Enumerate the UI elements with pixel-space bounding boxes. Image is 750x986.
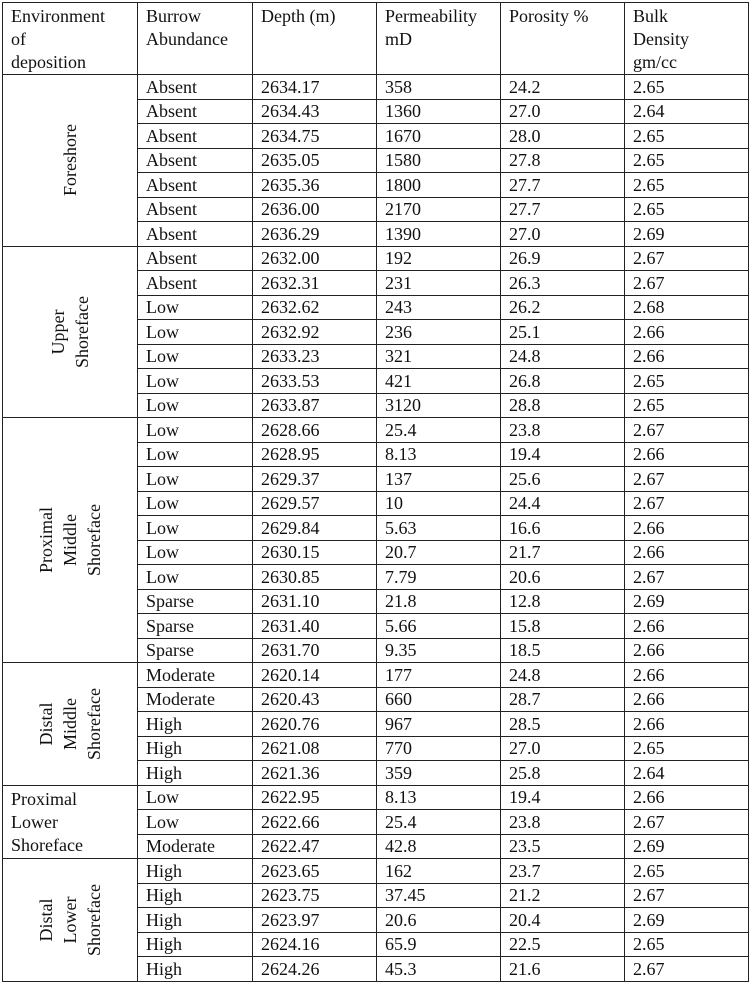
bulk-density-cell: 2.69 <box>625 222 749 247</box>
bulk-density-cell: 2.67 <box>625 810 749 835</box>
environment-label-line: Distal <box>36 702 56 746</box>
porosity-cell: 23.8 <box>501 418 625 443</box>
bulk-density-cell: 2.66 <box>625 344 749 369</box>
depth-cell: 2628.95 <box>253 442 377 467</box>
permeability-cell: 243 <box>377 295 501 320</box>
header-burrow-line: Abundance <box>146 29 228 49</box>
permeability-cell: 8.13 <box>377 785 501 810</box>
depth-cell: 2620.76 <box>253 712 377 737</box>
bulk-density-cell: 2.66 <box>625 320 749 345</box>
burrow-abundance-cell: High <box>138 908 253 933</box>
burrow-abundance-cell: Low <box>138 467 253 492</box>
permeability-cell: 359 <box>377 761 501 786</box>
header-depth-label: Depth (m) <box>261 6 336 26</box>
porosity-cell: 28.7 <box>501 687 625 712</box>
burrow-abundance-cell: Absent <box>138 197 253 222</box>
table-container <box>2 2 749 982</box>
depth-cell: 2631.70 <box>253 638 377 663</box>
burrow-abundance-cell: High <box>138 761 253 786</box>
porosity-cell: 24.4 <box>501 491 625 516</box>
header-environment-line: Environment <box>11 6 105 26</box>
permeability-cell: 25.4 <box>377 418 501 443</box>
depth-cell: 2622.66 <box>253 810 377 835</box>
burrow-abundance-cell: Low <box>138 295 253 320</box>
depth-cell: 2633.87 <box>253 393 377 418</box>
permeability-cell: 5.63 <box>377 516 501 541</box>
environment-cell <box>3 418 138 663</box>
bulk-density-cell: 2.65 <box>625 197 749 222</box>
header-permeability-line: Permeability <box>385 6 477 26</box>
header-burrow-abundance <box>138 3 253 75</box>
table-row <box>3 663 749 688</box>
header-environment-line: of <box>11 29 26 49</box>
porosity-cell: 26.3 <box>501 271 625 296</box>
bulk-density-cell: 2.69 <box>625 908 749 933</box>
table-row <box>3 418 749 443</box>
environment-label-line: Shoreface <box>84 883 104 956</box>
header-porosity <box>501 3 625 75</box>
permeability-cell: 45.3 <box>377 957 501 982</box>
burrow-abundance-cell: Absent <box>138 124 253 149</box>
burrow-abundance-cell: Low <box>138 442 253 467</box>
permeability-cell: 2170 <box>377 197 501 222</box>
burrow-abundance-cell: High <box>138 932 253 957</box>
environment-label <box>58 124 82 196</box>
burrow-abundance-cell: Moderate <box>138 663 253 688</box>
porosity-cell: 27.7 <box>501 197 625 222</box>
environment-label-line: Middle <box>60 697 80 750</box>
header-row <box>3 3 749 75</box>
burrow-abundance-cell: High <box>138 736 253 761</box>
header-bulk-density-line: Bulk <box>633 6 669 26</box>
permeability-cell: 236 <box>377 320 501 345</box>
bulk-density-cell: 2.65 <box>625 393 749 418</box>
depth-cell: 2632.92 <box>253 320 377 345</box>
burrow-abundance-cell: High <box>138 712 253 737</box>
environment-label <box>34 504 106 576</box>
environment-label-line: Shoreface <box>11 835 83 856</box>
porosity-cell: 23.5 <box>501 834 625 859</box>
depth-cell: 2628.66 <box>253 418 377 443</box>
depth-cell: 2629.84 <box>253 516 377 541</box>
depth-cell: 2629.37 <box>253 467 377 492</box>
porosity-cell: 28.5 <box>501 712 625 737</box>
depth-cell: 2622.47 <box>253 834 377 859</box>
bulk-density-cell: 2.65 <box>625 75 749 100</box>
bulk-density-cell: 2.66 <box>625 663 749 688</box>
environment-label <box>11 788 137 857</box>
porosity-cell: 28.8 <box>501 393 625 418</box>
permeability-cell: 3120 <box>377 393 501 418</box>
permeability-cell: 20.7 <box>377 540 501 565</box>
environment-label-line: Shoreface <box>84 687 104 760</box>
permeability-cell: 421 <box>377 369 501 394</box>
permeability-cell: 1360 <box>377 99 501 124</box>
environment-label-line: Shoreface <box>84 504 104 576</box>
depth-cell: 2623.97 <box>253 908 377 933</box>
burrow-abundance-cell: Low <box>138 785 253 810</box>
depth-cell: 2624.26 <box>253 957 377 982</box>
porosity-cell: 19.4 <box>501 442 625 467</box>
environment-label-line: Shoreface <box>72 295 92 368</box>
bulk-density-cell: 2.65 <box>625 859 749 884</box>
bulk-density-cell: 2.67 <box>625 491 749 516</box>
depth-cell: 2622.95 <box>253 785 377 810</box>
porosity-cell: 25.8 <box>501 761 625 786</box>
depth-cell: 2620.14 <box>253 663 377 688</box>
environment-label-line: Lower <box>60 896 80 944</box>
porosity-cell: 27.8 <box>501 148 625 173</box>
environment-cell <box>3 785 138 859</box>
depth-cell: 2636.29 <box>253 222 377 247</box>
porosity-cell: 19.4 <box>501 785 625 810</box>
porosity-cell: 27.0 <box>501 736 625 761</box>
environment-label-line: Upper <box>48 309 68 355</box>
permeability-cell: 321 <box>377 344 501 369</box>
burrow-abundance-cell: Moderate <box>138 687 253 712</box>
permeability-cell: 660 <box>377 687 501 712</box>
bulk-density-cell: 2.67 <box>625 246 749 271</box>
environment-cell <box>3 663 138 786</box>
permeability-cell: 25.4 <box>377 810 501 835</box>
permeability-cell: 37.45 <box>377 883 501 908</box>
permeability-cell: 7.79 <box>377 565 501 590</box>
porosity-cell: 21.7 <box>501 540 625 565</box>
bulk-density-cell: 2.65 <box>625 173 749 198</box>
permeability-cell: 5.66 <box>377 614 501 639</box>
porosity-cell: 24.8 <box>501 663 625 688</box>
burrow-abundance-cell: Sparse <box>138 638 253 663</box>
permeability-cell: 162 <box>377 859 501 884</box>
permeability-cell: 42.8 <box>377 834 501 859</box>
burrow-abundance-cell: Low <box>138 516 253 541</box>
porosity-cell: 18.5 <box>501 638 625 663</box>
permeability-cell: 65.9 <box>377 932 501 957</box>
depth-cell: 2632.62 <box>253 295 377 320</box>
header-bulk-density-line: Density <box>633 29 689 49</box>
permeability-cell: 10 <box>377 491 501 516</box>
depth-cell: 2623.65 <box>253 859 377 884</box>
permeability-cell: 21.8 <box>377 589 501 614</box>
bulk-density-cell: 2.67 <box>625 467 749 492</box>
header-environment <box>3 3 138 75</box>
environment-label-line: Proximal <box>11 789 77 810</box>
burrow-abundance-cell: Low <box>138 540 253 565</box>
burrow-abundance-cell: Moderate <box>138 834 253 859</box>
bulk-density-cell: 2.66 <box>625 785 749 810</box>
environment-label-line: Proximal <box>36 507 56 573</box>
table-row <box>3 859 749 884</box>
depth-cell: 2636.00 <box>253 197 377 222</box>
bulk-density-cell: 2.65 <box>625 148 749 173</box>
burrow-abundance-cell: High <box>138 957 253 982</box>
bulk-density-cell: 2.66 <box>625 687 749 712</box>
table-body <box>3 75 749 982</box>
bulk-density-cell: 2.65 <box>625 932 749 957</box>
environment-label-line: Lower <box>11 812 58 833</box>
permeability-cell: 192 <box>377 246 501 271</box>
bulk-density-cell: 2.66 <box>625 638 749 663</box>
bulk-density-cell: 2.66 <box>625 516 749 541</box>
porosity-cell: 26.9 <box>501 246 625 271</box>
porosity-cell: 26.8 <box>501 369 625 394</box>
bulk-density-cell: 2.67 <box>625 565 749 590</box>
bulk-density-cell: 2.67 <box>625 883 749 908</box>
permeability-cell: 9.35 <box>377 638 501 663</box>
porosity-cell: 24.2 <box>501 75 625 100</box>
header-bulk-density-line: gm/cc <box>633 52 677 72</box>
permeability-cell: 8.13 <box>377 442 501 467</box>
depth-cell: 2635.36 <box>253 173 377 198</box>
permeability-cell: 770 <box>377 736 501 761</box>
header-permeability-line: mD <box>385 29 412 49</box>
permeability-cell: 231 <box>377 271 501 296</box>
porosity-cell: 28.0 <box>501 124 625 149</box>
porosity-cell: 23.8 <box>501 810 625 835</box>
reservoir-properties-table <box>2 2 749 982</box>
permeability-cell: 177 <box>377 663 501 688</box>
header-porosity-label: Porosity % <box>509 6 589 26</box>
depth-cell: 2631.10 <box>253 589 377 614</box>
bulk-density-cell: 2.64 <box>625 761 749 786</box>
permeability-cell: 1800 <box>377 173 501 198</box>
bulk-density-cell: 2.67 <box>625 271 749 296</box>
depth-cell: 2634.43 <box>253 99 377 124</box>
header-depth <box>253 3 377 75</box>
bulk-density-cell: 2.67 <box>625 957 749 982</box>
porosity-cell: 25.6 <box>501 467 625 492</box>
environment-label-line: Foreshore <box>60 124 80 197</box>
burrow-abundance-cell: Absent <box>138 173 253 198</box>
burrow-abundance-cell: High <box>138 859 253 884</box>
environment-label <box>34 688 106 760</box>
environment-cell <box>3 859 138 982</box>
burrow-abundance-cell: High <box>138 883 253 908</box>
permeability-cell: 20.6 <box>377 908 501 933</box>
depth-cell: 2635.05 <box>253 148 377 173</box>
depth-cell: 2630.15 <box>253 540 377 565</box>
depth-cell: 2620.43 <box>253 687 377 712</box>
depth-cell: 2634.17 <box>253 75 377 100</box>
burrow-abundance-cell: Low <box>138 418 253 443</box>
header-bulk-density <box>625 3 749 75</box>
depth-cell: 2633.53 <box>253 369 377 394</box>
permeability-cell: 967 <box>377 712 501 737</box>
depth-cell: 2621.36 <box>253 761 377 786</box>
permeability-cell: 358 <box>377 75 501 100</box>
environment-label-line: Middle <box>60 514 80 566</box>
porosity-cell: 24.8 <box>501 344 625 369</box>
porosity-cell: 26.2 <box>501 295 625 320</box>
bulk-density-cell: 2.69 <box>625 834 749 859</box>
burrow-abundance-cell: Absent <box>138 246 253 271</box>
porosity-cell: 27.0 <box>501 222 625 247</box>
burrow-abundance-cell: Low <box>138 565 253 590</box>
permeability-cell: 1670 <box>377 124 501 149</box>
header-burrow-line: Burrow <box>146 6 201 26</box>
porosity-cell: 20.6 <box>501 565 625 590</box>
burrow-abundance-cell: Low <box>138 810 253 835</box>
burrow-abundance-cell: Low <box>138 369 253 394</box>
header-environment-line: deposition <box>11 52 86 72</box>
burrow-abundance-cell: Absent <box>138 222 253 247</box>
depth-cell: 2623.75 <box>253 883 377 908</box>
burrow-abundance-cell: Sparse <box>138 589 253 614</box>
porosity-cell: 22.5 <box>501 932 625 957</box>
burrow-abundance-cell: Low <box>138 491 253 516</box>
depth-cell: 2632.31 <box>253 271 377 296</box>
bulk-density-cell: 2.64 <box>625 99 749 124</box>
environment-cell <box>3 75 138 247</box>
bulk-density-cell: 2.69 <box>625 589 749 614</box>
porosity-cell: 15.8 <box>501 614 625 639</box>
depth-cell: 2621.08 <box>253 736 377 761</box>
environment-label <box>46 296 94 368</box>
environment-cell <box>3 246 138 418</box>
porosity-cell: 25.1 <box>501 320 625 345</box>
depth-cell: 2632.00 <box>253 246 377 271</box>
table-row <box>3 75 749 100</box>
bulk-density-cell: 2.66 <box>625 540 749 565</box>
porosity-cell: 23.7 <box>501 859 625 884</box>
header-permeability <box>377 3 501 75</box>
depth-cell: 2631.40 <box>253 614 377 639</box>
burrow-abundance-cell: Absent <box>138 271 253 296</box>
bulk-density-cell: 2.65 <box>625 369 749 394</box>
burrow-abundance-cell: Low <box>138 344 253 369</box>
table-row <box>3 785 749 810</box>
burrow-abundance-cell: Absent <box>138 99 253 124</box>
porosity-cell: 21.6 <box>501 957 625 982</box>
bulk-density-cell: 2.66 <box>625 614 749 639</box>
bulk-density-cell: 2.65 <box>625 736 749 761</box>
permeability-cell: 1390 <box>377 222 501 247</box>
bulk-density-cell: 2.66 <box>625 442 749 467</box>
porosity-cell: 16.6 <box>501 516 625 541</box>
porosity-cell: 27.0 <box>501 99 625 124</box>
environment-label <box>34 884 106 956</box>
porosity-cell: 27.7 <box>501 173 625 198</box>
depth-cell: 2629.57 <box>253 491 377 516</box>
depth-cell: 2630.85 <box>253 565 377 590</box>
bulk-density-cell: 2.67 <box>625 418 749 443</box>
bulk-density-cell: 2.66 <box>625 712 749 737</box>
depth-cell: 2624.16 <box>253 932 377 957</box>
environment-label-line: Distal <box>36 898 56 942</box>
depth-cell: 2633.23 <box>253 344 377 369</box>
bulk-density-cell: 2.65 <box>625 124 749 149</box>
burrow-abundance-cell: Absent <box>138 148 253 173</box>
porosity-cell: 12.8 <box>501 589 625 614</box>
permeability-cell: 137 <box>377 467 501 492</box>
table-row <box>3 246 749 271</box>
permeability-cell: 1580 <box>377 148 501 173</box>
burrow-abundance-cell: Low <box>138 393 253 418</box>
porosity-cell: 20.4 <box>501 908 625 933</box>
depth-cell: 2634.75 <box>253 124 377 149</box>
burrow-abundance-cell: Low <box>138 320 253 345</box>
burrow-abundance-cell: Absent <box>138 75 253 100</box>
porosity-cell: 21.2 <box>501 883 625 908</box>
bulk-density-cell: 2.68 <box>625 295 749 320</box>
burrow-abundance-cell: Sparse <box>138 614 253 639</box>
